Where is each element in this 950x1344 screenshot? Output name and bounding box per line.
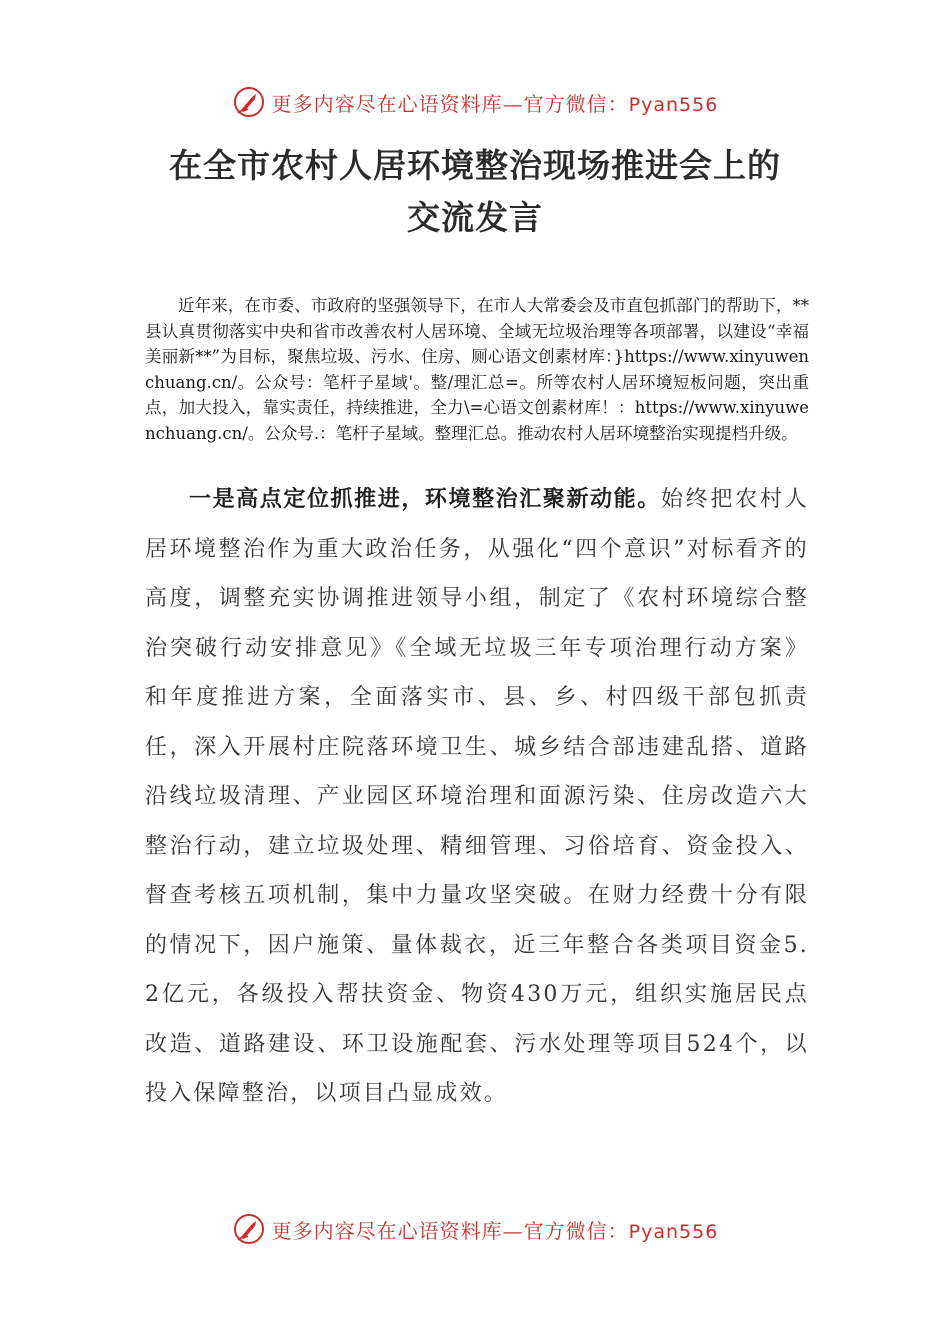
pen-nib-circle-icon [232,85,266,119]
section-1-heading: 一是高点定位抓推进，环境整治汇聚新动能。 [189,487,661,512]
wechat-id: Pyan556 [628,93,719,116]
title-line-1: 在全市农村人居环境整治现场推进会上的 [169,146,781,185]
header-watermark [0,82,950,122]
watermark-text: 更多内容尽在心语资料库—官方微信：Pyan556 [271,1218,719,1243]
footer-watermark [0,1209,950,1249]
document-title [110,140,840,244]
section-1-body: 始终把农村人居环境整治作为重大政治任务，从强化“四个意识”对标看齐的高度，调整充实协调推进领导小组，制定了《农村环境综合整治突破行动安排意见》《全域无垃圾三年专项治理行动方案》和年度推进方案，全面落实市、县、乡、村四级干部包抓责任，深入开展村庄院落环境卫生、城乡结合部违建乱搭、道路沿线垃圾清理、产业园区环境治理和面源污染、住房改造六大整治行动，建立垃圾处理、精细管理、习俗培育、资金投入、督查考核五项机制，集中力量攻坚突破。在财力经费十分有限的情况下，因户施策、量体裁衣，近三年整合各类项目资金5.2亿元，各级投入帮扶资金、物资430万元，组织实施居民点改造、道路建设、环卫设施配套、污水处理等项目524个，以投入保障整治，以项目凸显成效。 [145,487,809,1106]
watermark-text: 更多内容尽在心语资料库—官方微信：Pyan556 [271,91,719,116]
wechat-id: Pyan556 [628,1220,719,1243]
section-1-paragraph [145,475,809,1119]
pen-nib-circle-icon [232,1212,266,1246]
intro-paragraph: 近年来，在市委、市政府的坚强领导下，在市人大常委会及市直包抓部门的帮助下，**县认真贯彻落实中央和省市改善农村人居环境、全域无垃圾治理等各项部署，以建设“幸福美丽新**”为目标，聚焦垃圾、污水、住房、厕心语文创素材库：}https://www.xinyuwenchuang.cn/。公众号：笔杆子星域'。整/理汇总=。所等农村人居环境短板问题，突出重点，加大投入，靠实责任，持续推进，全力\=心语文创素材库！：https://www.xinyuwenchuang.cn/。公众号.：笔杆子星域。整理汇总。推动农村人居环境整治实现提档升级。 [145,296,809,443]
title-line-2: 交流发言 [407,198,543,237]
